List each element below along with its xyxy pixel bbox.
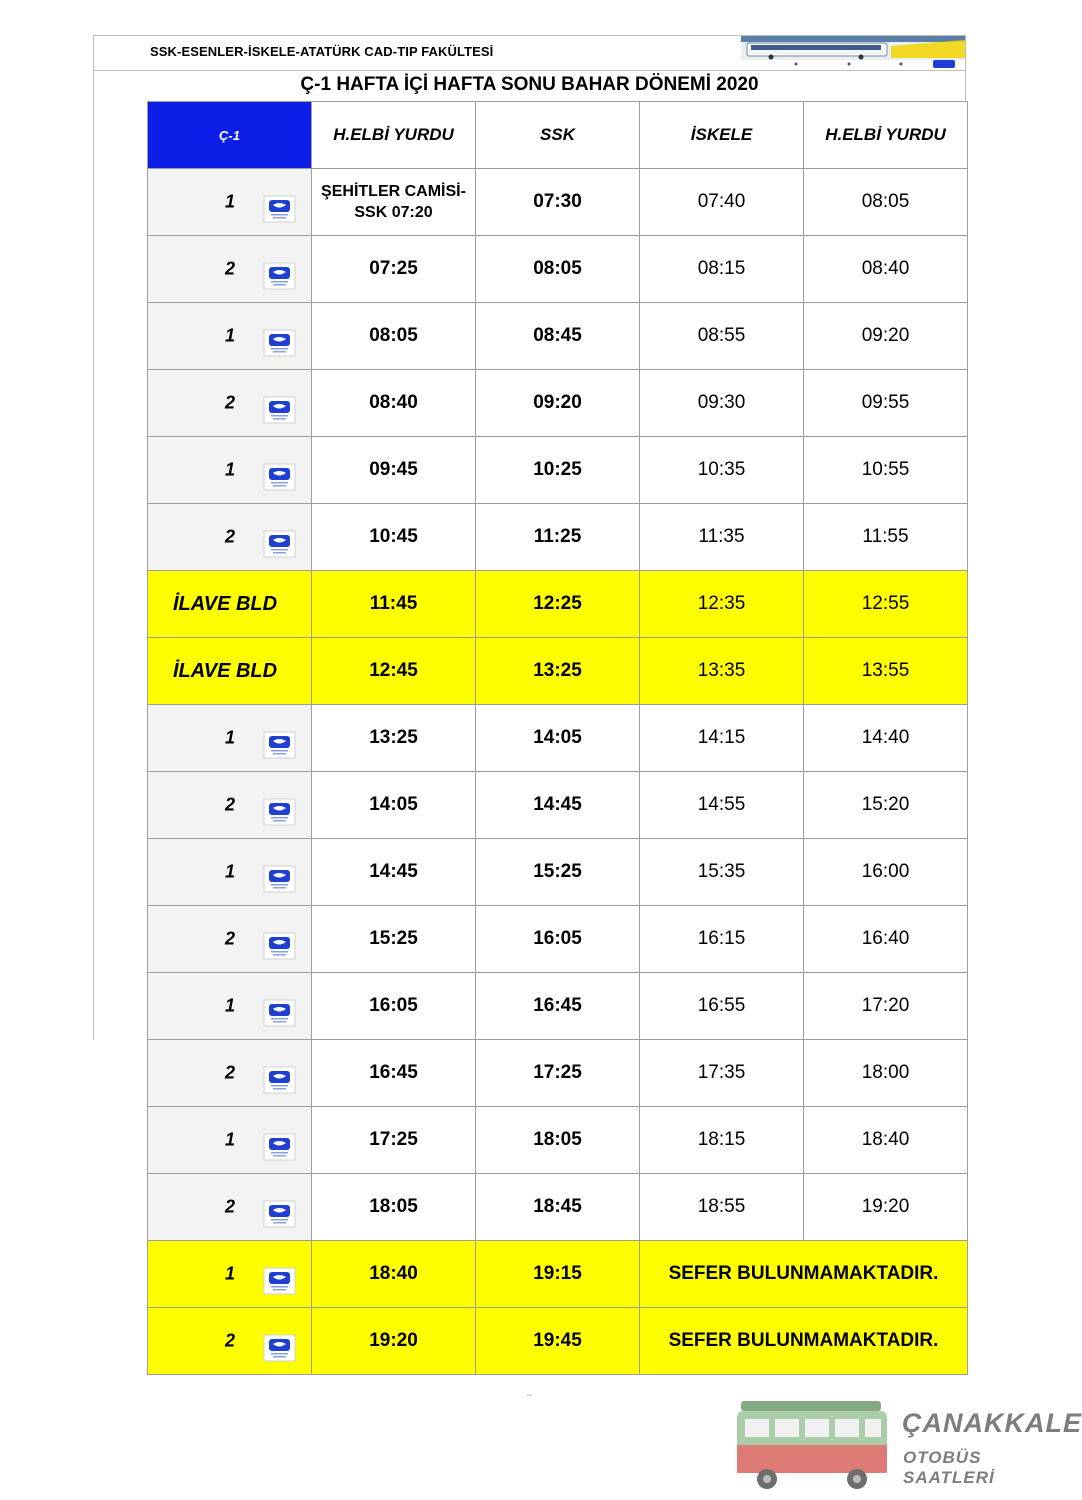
column-header-line: Ç-1	[148, 102, 312, 169]
departure-time: 11:45	[312, 571, 476, 638]
table-row	[148, 839, 968, 906]
municipality-bus-logo-icon	[264, 1067, 295, 1093]
stop-time: 17:20	[804, 973, 968, 1040]
trip-number-cell	[148, 236, 312, 303]
trip-number: 1	[225, 191, 236, 212]
stop-time: 10:25	[476, 437, 640, 504]
stop-time: 18:15	[640, 1107, 804, 1174]
trip-number-cell	[148, 504, 312, 571]
municipality-bus-logo-icon	[264, 464, 295, 490]
municipality-bus-logo-icon	[264, 799, 295, 825]
stop-time: 16:45	[476, 973, 640, 1040]
watermark-subtitle: OTOBÜS SAATLERİ	[903, 1448, 995, 1487]
trip-number: 1	[225, 1263, 236, 1284]
municipality-bus-logo-icon	[264, 397, 295, 423]
stop-time: 11:55	[804, 504, 968, 571]
municipality-bus-logo-icon	[264, 866, 295, 892]
table-row	[148, 303, 968, 370]
departure-time: 10:45	[312, 504, 476, 571]
trip-number-cell	[148, 1174, 312, 1241]
trip-number-cell	[148, 1308, 312, 1375]
stop-time: 09:20	[804, 303, 968, 370]
extra-trip-label: İLAVE BLD	[148, 638, 312, 705]
column-header-stop: İSKELE	[640, 102, 804, 169]
departure-time: 19:20	[312, 1308, 476, 1375]
stop-time: 16:40	[804, 906, 968, 973]
table-row	[148, 1174, 968, 1241]
table-row	[148, 1040, 968, 1107]
municipality-bus-logo-icon	[264, 1134, 295, 1160]
table-row	[148, 1107, 968, 1174]
stop-time: 12:25	[476, 571, 640, 638]
table-row	[148, 638, 968, 705]
stop-time: 09:30	[640, 370, 804, 437]
table-row	[148, 370, 968, 437]
table-row	[148, 236, 968, 303]
departure-time: 08:05	[312, 303, 476, 370]
stop-time: 13:25	[476, 638, 640, 705]
departure-time: ŞEHİTLER CAMİSİ- SSK 07:20	[312, 169, 476, 236]
trip-number-cell	[148, 705, 312, 772]
stop-time: 12:35	[640, 571, 804, 638]
stop-time: 17:35	[640, 1040, 804, 1107]
no-service-notice: SEFER BULUNMAMAKTADIR.	[640, 1241, 968, 1308]
municipality-bus-logo-icon	[264, 330, 295, 356]
stop-time: 07:40	[640, 169, 804, 236]
table-row	[148, 772, 968, 839]
trip-number: 1	[225, 727, 236, 748]
stop-time: 18:05	[476, 1107, 640, 1174]
departure-time: 16:05	[312, 973, 476, 1040]
trip-number-cell	[148, 437, 312, 504]
stop-time: 08:05	[476, 236, 640, 303]
stop-time: 19:20	[804, 1174, 968, 1241]
departure-time: 17:25	[312, 1107, 476, 1174]
trip-number: 2	[225, 392, 236, 413]
bus-photo-icon	[741, 36, 965, 69]
trip-number-cell	[148, 303, 312, 370]
departure-time: 18:05	[312, 1174, 476, 1241]
stop-time: 17:25	[476, 1040, 640, 1107]
trip-number-cell	[148, 1040, 312, 1107]
table-row	[148, 169, 968, 236]
stop-time: 15:35	[640, 839, 804, 906]
trip-number-cell	[148, 1241, 312, 1308]
trip-number: 2	[225, 794, 236, 815]
municipality-bus-logo-icon	[264, 263, 295, 289]
stop-time: 18:00	[804, 1040, 968, 1107]
departure-time: 15:25	[312, 906, 476, 973]
trip-number-cell	[148, 370, 312, 437]
stop-time: 09:20	[476, 370, 640, 437]
trip-number-cell	[148, 906, 312, 973]
municipality-bus-logo-icon	[264, 1000, 295, 1026]
stop-time: 13:55	[804, 638, 968, 705]
trip-number-cell	[148, 772, 312, 839]
stop-time: 10:35	[640, 437, 804, 504]
stop-time: 08:45	[476, 303, 640, 370]
table-row	[148, 504, 968, 571]
stop-time: 19:15	[476, 1241, 640, 1308]
no-service-notice: SEFER BULUNMAMAKTADIR.	[640, 1308, 968, 1375]
stop-time: 16:05	[476, 906, 640, 973]
municipality-bus-logo-icon	[264, 531, 295, 557]
stop-time: 13:35	[640, 638, 804, 705]
stop-time: 18:45	[476, 1174, 640, 1241]
table-row	[148, 1241, 968, 1308]
trip-number: 1	[225, 995, 236, 1016]
stop-time: 08:55	[640, 303, 804, 370]
municipality-bus-logo-icon	[264, 732, 295, 758]
trip-number: 1	[225, 325, 236, 346]
stop-time: 16:00	[804, 839, 968, 906]
stop-time: 18:55	[640, 1174, 804, 1241]
municipality-bus-logo-icon	[264, 933, 295, 959]
table-header-row	[148, 102, 968, 169]
departure-time: 07:25	[312, 236, 476, 303]
municipality-bus-logo-icon	[264, 1268, 295, 1294]
watermark-brand: ÇANAKKALE	[902, 1408, 1082, 1438]
trip-number: 1	[225, 459, 236, 480]
trip-number: 2	[225, 928, 236, 949]
trip-number-cell	[148, 839, 312, 906]
trip-number: 1	[225, 861, 236, 882]
table-row	[148, 1308, 968, 1375]
stop-time: 14:45	[476, 772, 640, 839]
municipality-bus-logo-icon	[264, 196, 295, 222]
municipality-bus-logo-icon	[264, 1335, 295, 1361]
stop-time: 10:55	[804, 437, 968, 504]
stop-time: 14:15	[640, 705, 804, 772]
trip-number: 2	[225, 1330, 236, 1351]
stop-time: 11:35	[640, 504, 804, 571]
departure-time: 12:45	[312, 638, 476, 705]
departure-time: 14:45	[312, 839, 476, 906]
stop-time: 12:55	[804, 571, 968, 638]
schedule-table	[147, 101, 968, 1375]
trip-number-cell	[148, 973, 312, 1040]
stop-time: 08:15	[640, 236, 804, 303]
trip-number: 2	[225, 1196, 236, 1217]
stop-time: 19:45	[476, 1308, 640, 1375]
stop-time: 08:40	[804, 236, 968, 303]
frame-left-border	[93, 35, 94, 1040]
stop-time: 09:55	[804, 370, 968, 437]
departure-time: 09:45	[312, 437, 476, 504]
stop-time: 07:30	[476, 169, 640, 236]
trip-number-cell	[148, 169, 312, 236]
trip-number: 2	[225, 1062, 236, 1083]
table-row	[148, 705, 968, 772]
stop-time: 15:20	[804, 772, 968, 839]
table-row	[148, 906, 968, 973]
stop-time: 18:40	[804, 1107, 968, 1174]
municipality-bus-logo-icon	[264, 1201, 295, 1227]
stop-time: 14:55	[640, 772, 804, 839]
table-row	[148, 973, 968, 1040]
page-title: Ç-1 HAFTA İÇİ HAFTA SONU BAHAR DÖNEMİ 2020	[300, 74, 759, 95]
stop-time: 16:55	[640, 973, 804, 1040]
route-line: SSK-ESENLER-İSKELE-ATATÜRK CAD-TIP FAKÜLTESİ	[150, 44, 494, 59]
trip-number-cell	[148, 1107, 312, 1174]
stop-time: 11:25	[476, 504, 640, 571]
trip-number: 2	[225, 258, 236, 279]
stop-time: 15:25	[476, 839, 640, 906]
departure-time: 08:40	[312, 370, 476, 437]
stop-time: 14:05	[476, 705, 640, 772]
departure-time: 14:05	[312, 772, 476, 839]
column-header-stop: H.ELBİ YURDU	[312, 102, 476, 169]
stop-time: 14:40	[804, 705, 968, 772]
header-divider	[93, 70, 966, 71]
departure-time: 18:40	[312, 1241, 476, 1308]
column-header-stop: H.ELBİ YURDU	[804, 102, 968, 169]
table-row	[148, 571, 968, 638]
trip-number: 1	[225, 1129, 236, 1150]
departure-time: 13:25	[312, 705, 476, 772]
stop-time: 16:15	[640, 906, 804, 973]
scan-mark: •••	[527, 1392, 532, 1397]
trip-number: 2	[225, 526, 236, 547]
extra-trip-label: İLAVE BLD	[148, 571, 312, 638]
column-header-stop: SSK	[476, 102, 640, 169]
table-row	[148, 437, 968, 504]
stop-time: 08:05	[804, 169, 968, 236]
departure-time: 16:45	[312, 1040, 476, 1107]
